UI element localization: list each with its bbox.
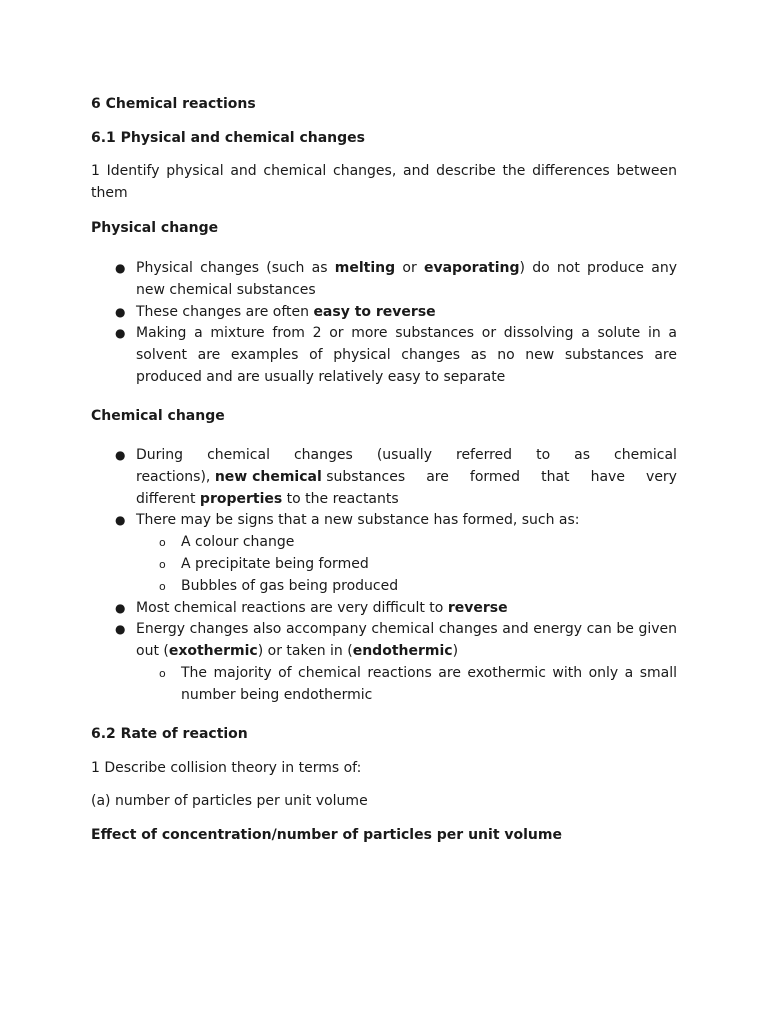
bullet-icon: ● bbox=[115, 622, 126, 637]
keyword-evaporating: evaporating bbox=[423, 260, 520, 276]
keyword-endothermic: endothermic bbox=[352, 643, 453, 660]
effect-heading: Effect of concentration/number of particles per unit volume bbox=[91, 827, 562, 843]
list-item bbox=[91, 445, 677, 510]
list-item: ● Energy changes also accompany chemical changes and energy can be given out (exothermic) or taken in (endothermic) o The majority of chemical reactions are exothermic with only a small number being endothermic bbox=[91, 619, 677, 706]
bullet-icon: ● bbox=[115, 261, 126, 275]
objective-2a: (a) number of particles per unit volume bbox=[91, 793, 368, 809]
keyword-reverse: reverse bbox=[447, 599, 508, 616]
physical-change-heading: Physical change bbox=[91, 220, 219, 236]
chemical-change-list bbox=[91, 445, 677, 707]
sublist-item: o A colour change bbox=[136, 532, 677, 554]
sublist-item: o Bubbles of gas being produced bbox=[136, 576, 677, 598]
sublist-item: o The majority of chemical reactions are exothermic with only a small number being endothermic bbox=[159, 664, 677, 703]
sub-bullet-icon: o bbox=[159, 666, 166, 680]
objective-2: 1 Describe collision theory in terms of: bbox=[91, 760, 362, 776]
chemical-change-heading: Chemical change bbox=[91, 408, 225, 424]
objective-1: 1 Identify physical and chemical changes, and describe the differences between them bbox=[91, 163, 677, 201]
bullet-icon: ● bbox=[115, 448, 126, 462]
signs-sublist bbox=[136, 532, 677, 597]
keyword-exothermic: exothermic bbox=[168, 643, 258, 660]
line: different properties to the reactants bbox=[136, 490, 399, 507]
chapter-heading: 6 Chemical reactions bbox=[91, 96, 256, 112]
energy-sublist bbox=[136, 663, 677, 707]
sub-bullet-icon: o bbox=[159, 536, 166, 550]
keyword-melting: melting bbox=[334, 260, 396, 276]
bullet-icon: ● bbox=[115, 326, 126, 341]
section-heading-6-2: 6.2 Rate of reaction bbox=[91, 726, 248, 742]
sublist-item: o A precipitate being formed bbox=[136, 554, 677, 576]
list-item: ● Making a mixture from 2 or more substances or dissolving a solute in a solvent are examples of physical changes as no new substances are produced and are usually relatively easy to separate bbox=[115, 325, 677, 385]
justified-line: reactions), new chemical substances are formed that have very bbox=[136, 468, 677, 485]
bullet-icon: ● bbox=[115, 600, 126, 615]
sub-bullet-icon: o bbox=[159, 579, 166, 593]
physical-change-list bbox=[91, 258, 677, 389]
list-item: ● These changes are often easy to reverse bbox=[91, 302, 677, 324]
bullet-icon: ● bbox=[115, 304, 126, 319]
list-item: ● Most chemical reactions are very difficult to reverse bbox=[91, 598, 677, 620]
justified-line: During chemical changes (usually referred to as chemical bbox=[136, 447, 677, 463]
list-item: ● Physical changes (such as melting or evaporating) do not produce any new chemical substances bbox=[115, 260, 677, 298]
section-heading-6-1: 6.1 Physical and chemical changes bbox=[91, 130, 365, 146]
list-item: ● There may be signs that a new substance has formed, such as: o A colour change o A precipitate being formed o Bubbles of gas being produced bbox=[91, 510, 677, 597]
keyword-new-chemical: new chemical bbox=[214, 468, 322, 485]
keyword-easy-to-reverse: easy to reverse bbox=[313, 303, 436, 320]
sub-bullet-icon: o bbox=[159, 557, 166, 571]
keyword-properties: properties bbox=[199, 490, 283, 507]
bullet-icon: ● bbox=[115, 513, 126, 528]
